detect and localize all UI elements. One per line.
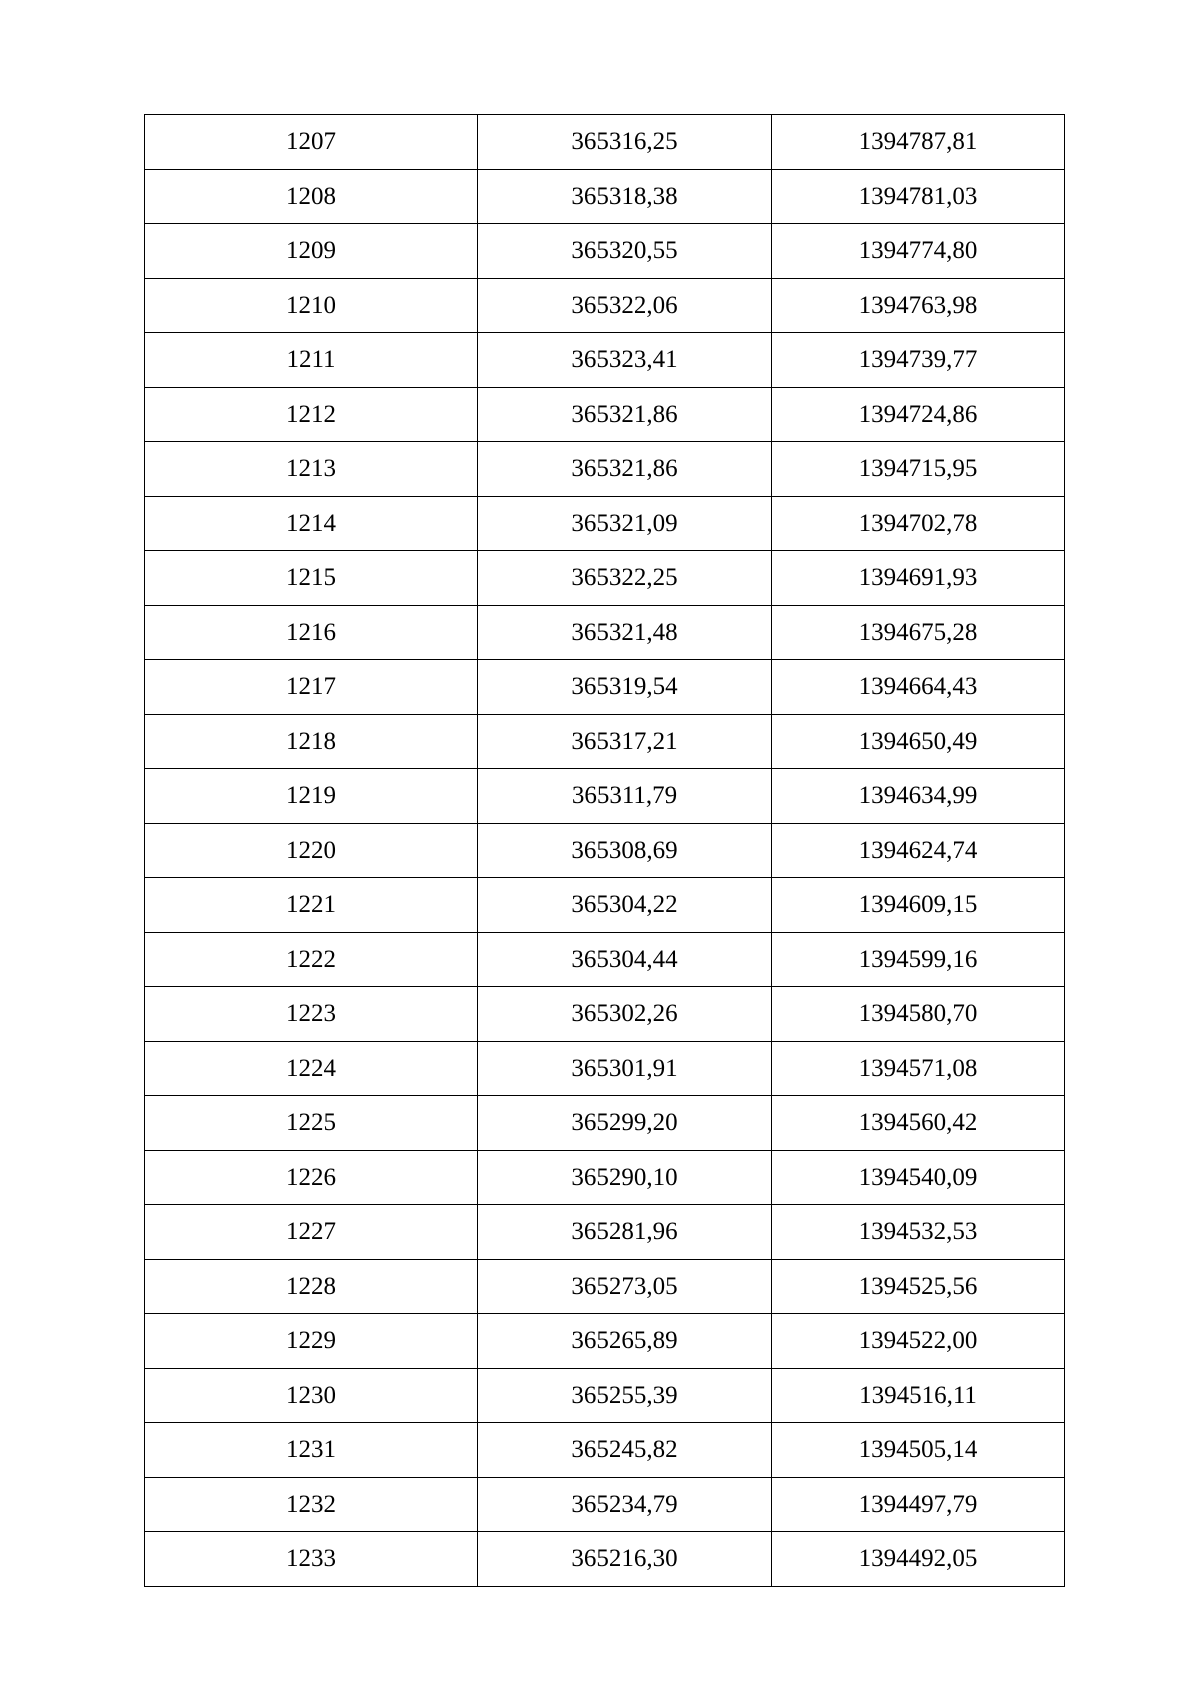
y-coordinate-cell: 1394763,98 (772, 278, 1065, 333)
x-coordinate-cell: 365255,39 (478, 1368, 772, 1423)
x-coordinate-cell: 365301,91 (478, 1041, 772, 1096)
table-row (145, 1150, 1065, 1205)
x-coordinate-cell: 365321,09 (478, 496, 772, 551)
table-row (145, 660, 1065, 715)
y-coordinate-cell: 1394609,15 (772, 878, 1065, 933)
y-coordinate-cell: 1394715,95 (772, 442, 1065, 497)
x-coordinate-cell: 365322,25 (478, 551, 772, 606)
table-row (145, 387, 1065, 442)
point-number-cell: 1230 (145, 1368, 478, 1423)
coordinates-table-body (145, 115, 1065, 1587)
table-row (145, 769, 1065, 824)
y-coordinate-cell: 1394540,09 (772, 1150, 1065, 1205)
table-row (145, 496, 1065, 551)
table-row (145, 605, 1065, 660)
point-number-cell: 1212 (145, 387, 478, 442)
table-row (145, 551, 1065, 606)
x-coordinate-cell: 365311,79 (478, 769, 772, 824)
y-coordinate-cell: 1394492,05 (772, 1532, 1065, 1587)
point-number-cell: 1209 (145, 224, 478, 279)
x-coordinate-cell: 365245,82 (478, 1423, 772, 1478)
y-coordinate-cell: 1394580,70 (772, 987, 1065, 1042)
table-row (145, 278, 1065, 333)
y-coordinate-cell: 1394650,49 (772, 714, 1065, 769)
coordinates-table (144, 114, 1065, 1587)
y-coordinate-cell: 1394634,99 (772, 769, 1065, 824)
x-coordinate-cell: 365308,69 (478, 823, 772, 878)
point-number-cell: 1226 (145, 1150, 478, 1205)
table-row (145, 1314, 1065, 1369)
point-number-cell: 1216 (145, 605, 478, 660)
point-number-cell: 1232 (145, 1477, 478, 1532)
y-coordinate-cell: 1394664,43 (772, 660, 1065, 715)
y-coordinate-cell: 1394675,28 (772, 605, 1065, 660)
y-coordinate-cell: 1394739,77 (772, 333, 1065, 388)
point-number-cell: 1224 (145, 1041, 478, 1096)
point-number-cell: 1220 (145, 823, 478, 878)
x-coordinate-cell: 365265,89 (478, 1314, 772, 1369)
y-coordinate-cell: 1394516,11 (772, 1368, 1065, 1423)
y-coordinate-cell: 1394525,56 (772, 1259, 1065, 1314)
point-number-cell: 1228 (145, 1259, 478, 1314)
point-number-cell: 1207 (145, 115, 478, 170)
x-coordinate-cell: 365323,41 (478, 333, 772, 388)
x-coordinate-cell: 365299,20 (478, 1096, 772, 1151)
y-coordinate-cell: 1394787,81 (772, 115, 1065, 170)
x-coordinate-cell: 365321,86 (478, 442, 772, 497)
table-row (145, 1423, 1065, 1478)
y-coordinate-cell: 1394781,03 (772, 169, 1065, 224)
x-coordinate-cell: 365281,96 (478, 1205, 772, 1260)
point-number-cell: 1223 (145, 987, 478, 1042)
point-number-cell: 1211 (145, 333, 478, 388)
y-coordinate-cell: 1394599,16 (772, 932, 1065, 987)
x-coordinate-cell: 365321,48 (478, 605, 772, 660)
x-coordinate-cell: 365290,10 (478, 1150, 772, 1205)
point-number-cell: 1221 (145, 878, 478, 933)
x-coordinate-cell: 365316,25 (478, 115, 772, 170)
table-row (145, 823, 1065, 878)
point-number-cell: 1217 (145, 660, 478, 715)
table-row (145, 1041, 1065, 1096)
y-coordinate-cell: 1394691,93 (772, 551, 1065, 606)
x-coordinate-cell: 365320,55 (478, 224, 772, 279)
y-coordinate-cell: 1394624,74 (772, 823, 1065, 878)
table-row (145, 714, 1065, 769)
point-number-cell: 1227 (145, 1205, 478, 1260)
point-number-cell: 1222 (145, 932, 478, 987)
y-coordinate-cell: 1394505,14 (772, 1423, 1065, 1478)
table-row (145, 1477, 1065, 1532)
x-coordinate-cell: 365322,06 (478, 278, 772, 333)
x-coordinate-cell: 365304,44 (478, 932, 772, 987)
y-coordinate-cell: 1394560,42 (772, 1096, 1065, 1151)
x-coordinate-cell: 365302,26 (478, 987, 772, 1042)
point-number-cell: 1210 (145, 278, 478, 333)
point-number-cell: 1215 (145, 551, 478, 606)
table-row (145, 878, 1065, 933)
table-row (145, 1368, 1065, 1423)
table-row (145, 1259, 1065, 1314)
x-coordinate-cell: 365318,38 (478, 169, 772, 224)
table-row (145, 1205, 1065, 1260)
point-number-cell: 1218 (145, 714, 478, 769)
point-number-cell: 1225 (145, 1096, 478, 1151)
table-row (145, 1096, 1065, 1151)
x-coordinate-cell: 365216,30 (478, 1532, 772, 1587)
table-row (145, 169, 1065, 224)
table-row (145, 442, 1065, 497)
point-number-cell: 1214 (145, 496, 478, 551)
point-number-cell: 1229 (145, 1314, 478, 1369)
y-coordinate-cell: 1394532,53 (772, 1205, 1065, 1260)
table-row (145, 932, 1065, 987)
x-coordinate-cell: 365304,22 (478, 878, 772, 933)
table-row (145, 987, 1065, 1042)
point-number-cell: 1219 (145, 769, 478, 824)
table-row (145, 333, 1065, 388)
table-row (145, 1532, 1065, 1587)
y-coordinate-cell: 1394497,79 (772, 1477, 1065, 1532)
y-coordinate-cell: 1394571,08 (772, 1041, 1065, 1096)
x-coordinate-cell: 365317,21 (478, 714, 772, 769)
y-coordinate-cell: 1394522,00 (772, 1314, 1065, 1369)
x-coordinate-cell: 365321,86 (478, 387, 772, 442)
x-coordinate-cell: 365234,79 (478, 1477, 772, 1532)
y-coordinate-cell: 1394774,80 (772, 224, 1065, 279)
y-coordinate-cell: 1394724,86 (772, 387, 1065, 442)
table-row (145, 115, 1065, 170)
point-number-cell: 1208 (145, 169, 478, 224)
x-coordinate-cell: 365319,54 (478, 660, 772, 715)
point-number-cell: 1233 (145, 1532, 478, 1587)
y-coordinate-cell: 1394702,78 (772, 496, 1065, 551)
point-number-cell: 1231 (145, 1423, 478, 1478)
table-row (145, 224, 1065, 279)
x-coordinate-cell: 365273,05 (478, 1259, 772, 1314)
point-number-cell: 1213 (145, 442, 478, 497)
